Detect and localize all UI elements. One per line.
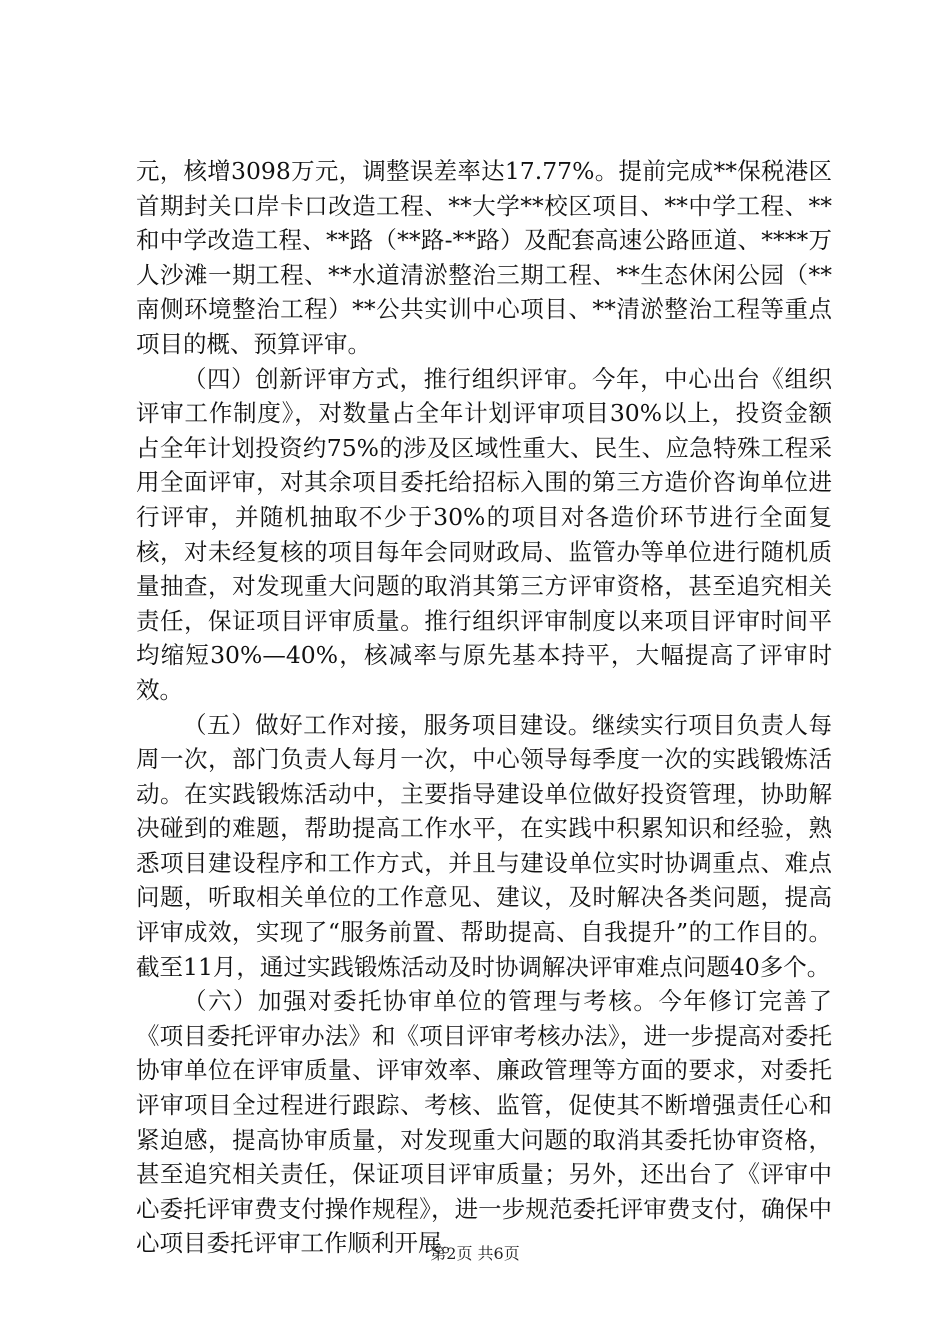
paragraph-section-5: （五）做好工作对接，服务项目建设。继续实行项目负责人每周一次，部门负责人每月一次，中心领导每季度一次的实践锻炼活动。在实践锻炼活动中，主要指导建设单位做好投资管理，协助解决碰到的难题，帮助提高工作水平，在实践中积累知识和经验，熟悉项目建设程序和工作方式，并且与建设单位实时协调重点、难点问题，听取相关单位的工作意见、建议，及时解决各类问题，提高评审成效，实现了“服务前置、帮助提高、自我提升”的工作目的。截至11月，通过实践锻炼活动及时协调解决评审难点问题40多个。 (136, 710, 832, 981)
page-number-footer: 第2页 共6页 (430, 1244, 520, 1263)
paragraph-section-4: （四）创新评审方式，推行组织评审。今年，中心出台《组织评审工作制度》，对数量占全年计划评审项目30%以上，投资金额占全年计划投资约75%的涉及区域性重大、民生、应急特殊工程采用全面评审，对其余项目委托给招标入围的第三方造价咨询单位进行评审，并随机抽取不少于30%的项目对各造价环节进行全面复核，对未经复核的项目每年会同财政局、监管办等单位进行随机质量抽查，对发现重大问题的取消其第三方评审资格，甚至追究相关责任，保证项目评审质量。推行组织评审制度以来项目评审时间平均缩短30%—40%，核减率与原先基本持平，大幅提高了评审时效。 (136, 364, 832, 704)
document-body (136, 154, 832, 1261)
paragraph-continuation: 元，核增3098万元，调整误差率达17.77%。提前完成**保税港区首期封关口岸卡口改造工程、**大学**校区项目、**中学工程、**和中学改造工程、**路（**路-**路）及配套高速公路匝道、****万人沙滩一期工程、**水道清淤整治三期工程、**生态休闲公园（**南侧环境整治工程）**公共实训中心项目、**清淤整治工程等重点项目的概、预算评审。 (136, 157, 832, 358)
paragraph-section-6: （六）加强对委托协审单位的管理与考核。今年修订完善了《项目委托评审办法》和《项目评审考核办法》，进一步提高对委托协审单位在评审质量、评审效率、廉政管理等方面的要求，对委托评审项目全过程进行跟踪、考核、监管，促使其不断增强责任心和紧迫感，提高协审质量，对发现重大问题的取消其委托协审资格，甚至追究相关责任，保证项目评审质量；另外，还出台了《评审中心委托评审费支付操作规程》，进一步规范委托评审费支付，确保中心项目委托评审工作顺利开展。 (136, 987, 832, 1258)
